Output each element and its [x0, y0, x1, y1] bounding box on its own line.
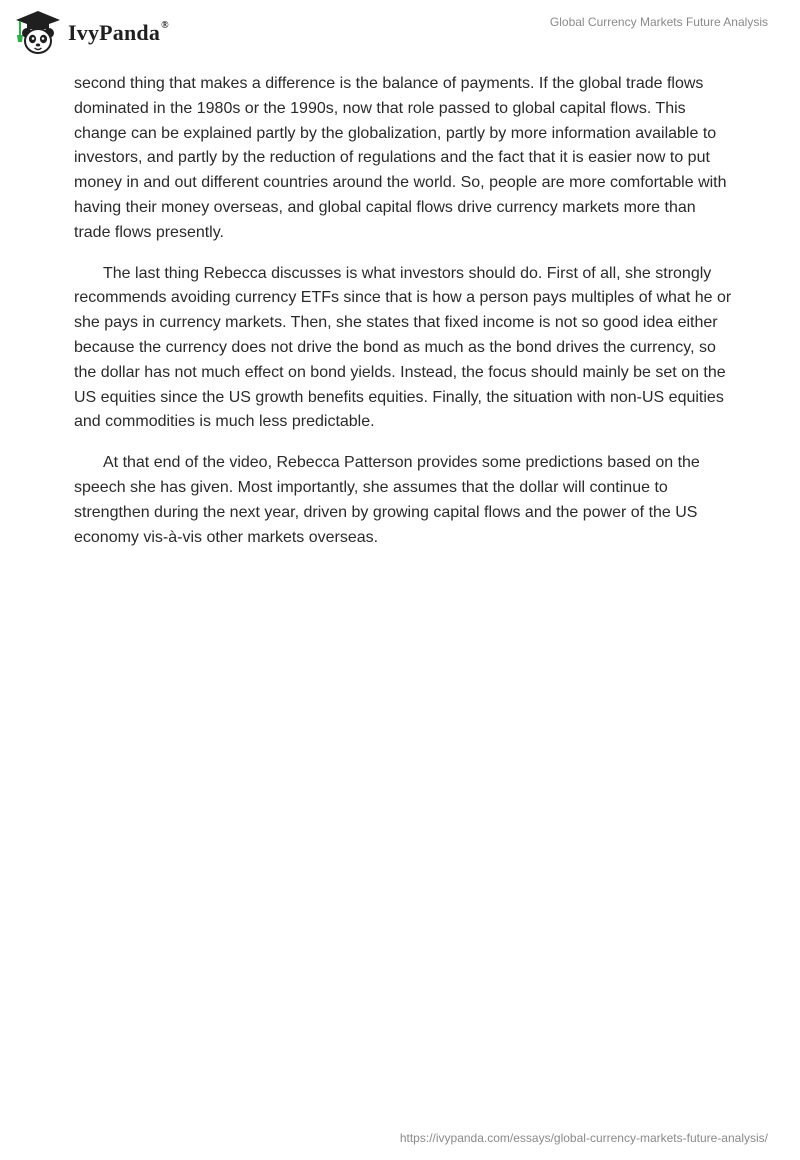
paragraph: second thing that makes a difference is the balance of payments. If the global trade flows dominated in the 1980s or the 1990s, now that role passed to global capital flows. This change can be explained partly by the globalization, partly by more information available to investors, and partly by the reduction of regulations and the fact that it is easier now to put money in and out different countries around the world. So, people are more comfortable with having their money overseas, and global capital flows drive currency markets more than trade flows presently. [74, 75, 727, 241]
paragraph: At that end of the video, Rebecca Patterson provides some predictions based on the speech she has given. Most importantly, she assumes that the dollar will continue to strengthen during the next year, driven by growing capital flows and the power of the US economy vis-à-vis other markets overseas. [74, 454, 700, 546]
ivypanda-logo[interactable] [14, 8, 169, 56]
page-header [0, 0, 800, 70]
paragraph: The last thing Rebecca discusses is what investors should do. First of all, she strongly recommends avoiding currency ETFs since that is how a person pays multiples of what he or she pays in currency markets. Then, she states that fixed income is not so good idea either because the currency does not drive the bond as much as the bond drives the currency, so the dollar has not much effect on bond yields. Instead, the focus should mainly be set on the US equities since the US growth benefits equities. Finally, the situation with non-US equities and commodities is much less predictable. [74, 264, 732, 431]
registered-mark: ® [161, 19, 169, 31]
brand-name: IvyPanda® [68, 19, 169, 45]
document-title: Global Currency Markets Future Analysis [549, 15, 768, 29]
source-url[interactable]: https://ivypanda.com/essays/global-currency-markets-future-analysis/ [399, 1131, 768, 1145]
panda-graduate-icon [14, 9, 62, 55]
essay-body [74, 72, 734, 566]
